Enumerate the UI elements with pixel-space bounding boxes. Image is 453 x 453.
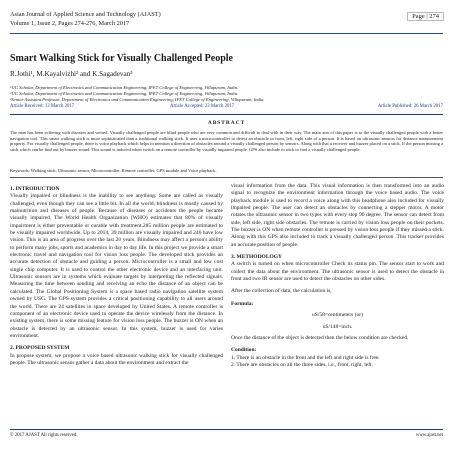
proposed-paragraph: In propose system, we propose a voice based ultrasonic walking stick for visually challenged people. The ultrasonic sensor gather a data about the environment and extract the xyxy=(10,352,223,366)
proposed-heading: 2. PROPOSED SYSTEM xyxy=(10,345,70,352)
journal-volume: Volume 1, Issue 2, Pages 274-276, March 2017 xyxy=(10,20,130,27)
accepted-date: Article Accepted: 23 March 2017 xyxy=(170,104,235,109)
affiliations xyxy=(10,85,265,103)
affiliation-1: ¹UG Scholar, Department of Electronics and Communication Engineering, IFET College of Engineering, Villupuram, India. xyxy=(10,85,239,90)
received-date: Article Received: 13 March 2017 xyxy=(10,104,75,109)
header-divider xyxy=(10,33,443,34)
footer-divider xyxy=(10,429,443,430)
abstract-divider xyxy=(10,177,443,178)
abstract-text: The man has been suffering with diseases and weired. Visually challenged people are blind people who are very common and difficult to deal with in their way. The main aim of this paper is to the visually challenged people with a better navigation tool. This smart walking stick is more sophisticated than a traditional walking stick. It uses a microcontroller to detect an obstacle in front, left, right side of a person. It is based on ultrasonic sensors for distance measurement property. For visually challenged people, there is voice playback which helps to mention a direction of obstacles around a visually challenged person by sensors. Along with that a receiver and buzzer placed on a stick. If the person missing a stick which can be find out by buzzer sound. This sound is induced when switch on a remote controller by visually impaired people. GPS also include in stick to find a visually challenged people. xyxy=(10,130,443,152)
paper-authors: R.Jothi¹, M.Kayalvizhi² and K.Sagadevan³ xyxy=(10,70,133,78)
article-dates xyxy=(10,104,443,115)
methodology-heading: 3. METHODOLOGY xyxy=(231,254,283,261)
journal-url[interactable]: www.ajast.net xyxy=(415,433,443,438)
affiliation-3: ³Senior Assistant Professor, Department of Electronics and Communication Engineering, IFET College of Engineering, Villupuram, India. xyxy=(10,97,265,103)
distance-check-paragraph: Once the distance of the object is detected then the below condition are checked. xyxy=(231,334,409,341)
copyright: © 2017 AJAST All rights reserved. xyxy=(10,433,78,438)
formula-inch: uS/148=inch. xyxy=(322,323,353,330)
journal-name: Asian Journal of Applied Science and Technology (AJAST) xyxy=(10,11,161,18)
paper-title: Smart Walking Stick for Visually Challenged People xyxy=(10,53,233,64)
condition-2: 2. There are obstacles on all the three sides. i.e., front, right, left. xyxy=(231,361,373,368)
condition-label: Condition: xyxy=(231,347,257,354)
condition-1: 1. There is an obstacle in the front and the left and right side is free. xyxy=(231,354,380,361)
intro-heading: 1. INTRODUCTION xyxy=(10,186,60,192)
keywords: Keywords: Walking stick, Ultrasonic sensor, Microcontroller, Remote controller, GPS module and Voice playback. xyxy=(10,168,217,173)
proposed-continued: visual information from the data. This visual information is then transformed into an audio signal to recognize the environment information through the voice based audio. The voice playback module is used to record a voice along with this headphone also included for visually impaired people. The user can detect an obstacles by connecting a stepper motor. A motor rotates the ultrasonic sensor in two types with every step 90 degree. The sensor can detect front side, left side, right side obstacles. The remote is carried by vision loss people on their pockets. The buzzer is ON when remote controller is pressed by vision loss people if they missed a stick. Along with this GPS also included to track a visually challenged person .This tracker provides an accurate position of people. xyxy=(231,183,444,248)
page-number: Page | 274 xyxy=(407,12,444,21)
formula-label: Formula: xyxy=(231,300,254,307)
intro-paragraph: Visually impaired or blindness is the inability to see anything. Some are called as visually challenged, even though they can see a little bit. In all the world, blindness is mostly caused by malnutrition and diseases of people. Because of diseases or accidents the people became visually impaired. The World Health Organization (WHO) estimates that 80% of visually impairment is either preventable or curable with treatment.285 million people are estimated to be visually impaired worldwide. Up to 2014, 39 million are visually impaired and 246 have low vision. This is an area of progress over the last 20 years. Blindness may affect a person's ability to perform many jobs, sports and academics in day to day life. In this project we provide a smart electronic travel and navigation tool for vision loss people. The developed stick provides an accurate detection of obstacle and guiding a person. Microcontroller is a small and low cost single chip computer. It is used to control the other electronic device and an interfacing unit. Ultrasonic sensors are in systems which evaluate targets by interpreting the reflected signals. Measuring the time between sending and receiving an echo the distance of an object can be calculated. The Global Positioning System is a space based radio navigation satellite system owned by USG. The GPS system provides a critical positioning capability to all users around the world. There are 24 satellites in space developed by United States. A remote controller is component of an electronic device used to operate the device wirelessly from the distance. In existing system, there is some missing feature for vision loss people. The buzzer is ON when an obstacle is detected by an ultrasonic sensor. In this system, buzzer is used for varies environment. xyxy=(10,193,223,339)
left-column xyxy=(10,183,223,372)
formula-cm: uS/58=centimeters (or) xyxy=(312,312,363,319)
right-column xyxy=(231,183,444,369)
published-date: Article Published: 26 March 2017 xyxy=(377,104,443,109)
abstract-heading: ABSTRACT xyxy=(207,120,246,126)
journal-header xyxy=(10,10,161,28)
methodology-paragraph: A switch is turned on when microcontroller Check its status pin. The sensor start to work and collect the data about the environment. The ultrasonic sensor is used to detect the obstacle in front and two IR sensor are used to detect the obstacles on other sides. xyxy=(231,261,444,283)
calculation-intro: After the collection of data, the calculation is, xyxy=(231,288,332,295)
affiliation-2: ²UG Scholar, Department of Electronics and Communication Engineering, IFET College of Engineering, Villupuram, India. xyxy=(10,91,239,97)
